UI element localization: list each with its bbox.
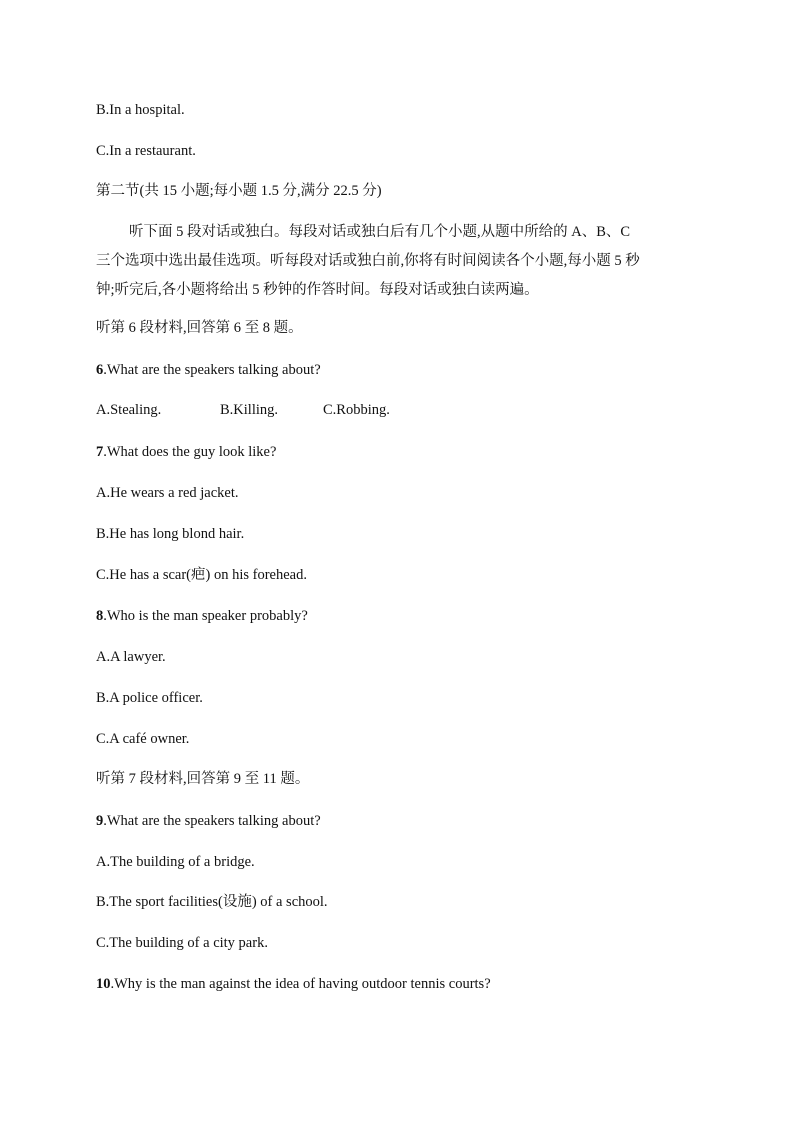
- question-6: [96, 360, 321, 380]
- q5-option-b: B.In a hospital.: [96, 102, 185, 118]
- q6-option-b: B.Killing.: [220, 402, 279, 418]
- question-number: 10: [96, 976, 111, 992]
- q5-option-c: C.In a restaurant.: [96, 143, 196, 159]
- question-7: [96, 442, 276, 462]
- question-10: [96, 974, 491, 994]
- instructions-line-1: 听下面 5 段对话或独白。每段对话或独白后有几个小题,从题中所给的 A、B、C: [129, 224, 631, 240]
- q7-option-c: C.He has a scar(疤) on his forehead.: [96, 567, 307, 583]
- q8-option-c: C.A café owner.: [96, 731, 190, 747]
- q9-option-a: A.The building of a bridge.: [96, 854, 255, 870]
- question-9: [96, 811, 321, 831]
- q8-option-b: B.A police officer.: [96, 690, 203, 706]
- instructions-line-2: 三个选项中选出最佳选项。听每段对话或独白前,你将有时间阅读各个小题,每小题 5 秒: [96, 253, 640, 269]
- q6-option-a: A.Stealing.: [96, 402, 162, 418]
- question-number: 6: [96, 362, 104, 378]
- question-number: 9: [96, 813, 104, 829]
- question-text: .Why is the man against the idea of having outdoor tennis courts?: [110, 976, 491, 992]
- section-instructions: [96, 218, 696, 305]
- q8-option-a: A.A lawyer.: [96, 649, 166, 665]
- question-text: .What does the guy look like?: [103, 444, 277, 460]
- q6-option-c: C.Robbing.: [323, 402, 390, 418]
- passage-6-header: 听第 6 段材料,回答第 6 至 8 题。: [96, 320, 303, 336]
- q7-option-b: B.He has long blond hair.: [96, 526, 245, 542]
- passage-7-header: 听第 7 段材料,回答第 9 至 11 题。: [96, 771, 310, 787]
- question-number: 8: [96, 608, 104, 624]
- section-header: 第二节(共 15 小题;每小题 1.5 分,满分 22.5 分): [96, 183, 382, 199]
- question-text: .Who is the man speaker probably?: [103, 608, 308, 624]
- q7-option-a: A.He wears a red jacket.: [96, 485, 239, 501]
- question-text: .What are the speakers talking about?: [103, 813, 321, 829]
- instructions-line-3: 钟;听完后,各小题将给出 5 秒钟的作答时间。每段对话或独白读两遍。: [96, 282, 539, 298]
- question-8: [96, 606, 308, 626]
- q9-option-c: C.The building of a city park.: [96, 935, 268, 951]
- question-number: 7: [96, 444, 104, 460]
- q9-option-b: B.The sport facilities(设施) of a school.: [96, 894, 328, 910]
- question-text: .What are the speakers talking about?: [103, 362, 321, 378]
